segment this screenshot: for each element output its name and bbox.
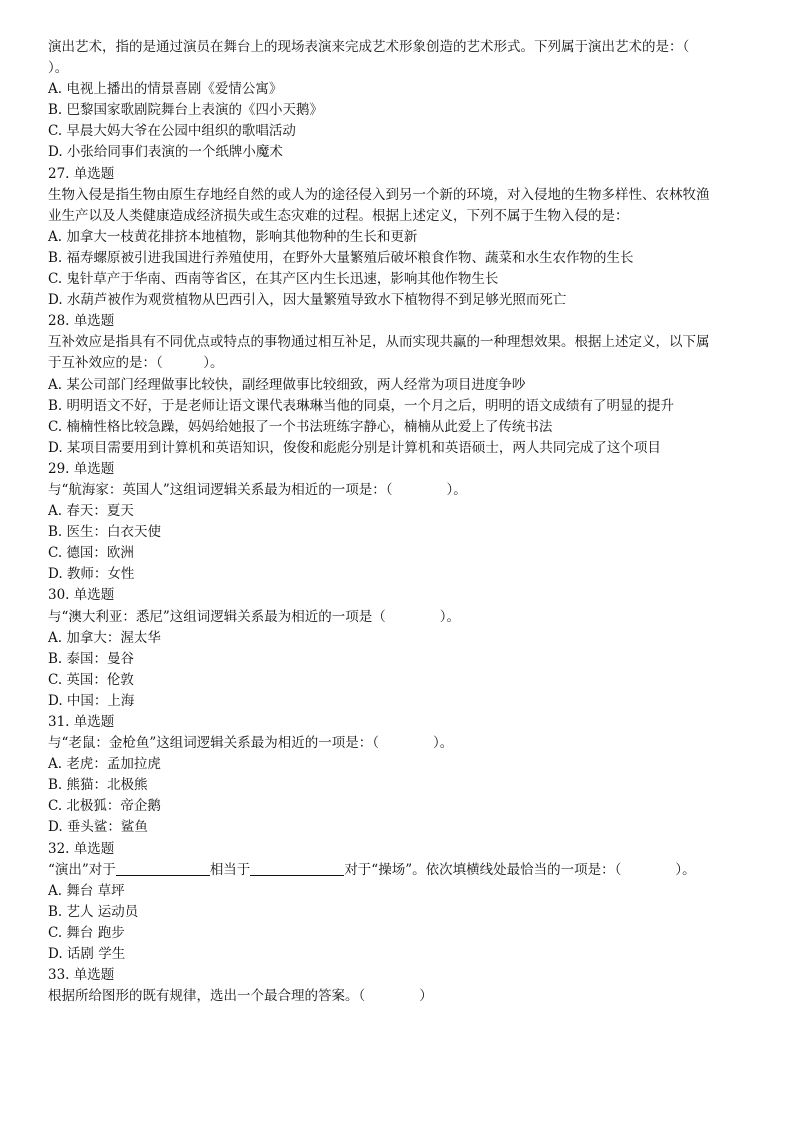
question-header: 28. 单选题 xyxy=(48,313,115,330)
question-stem: 与“老鼠：金枪鱼”这组词逻辑关系最为相近的一项是：（ ）。 xyxy=(48,735,454,752)
option-b: B. 熊猫：北极熊 xyxy=(48,777,148,794)
option-c: C. 楠楠性格比较急躁，妈妈给她报了一个书法班练字静心，楠楠从此爱上了传统书法 xyxy=(48,418,553,435)
question-stem: 演出艺术，指的是通过演员在舞台上的现场表演来完成艺术形象创造的艺术形式。下列属于演出艺术的是：（ xyxy=(48,39,690,55)
option-d: D. 水葫芦被作为观赏植物从巴西引入，因大量繁殖导致水下植物得不到足够光照而死亡 xyxy=(48,292,567,309)
question-30 xyxy=(48,585,752,712)
fill-blank-2 xyxy=(250,861,344,876)
option-b: B. 医生：白衣天使 xyxy=(48,524,162,541)
question-header: 27. 单选题 xyxy=(48,165,115,182)
option-b: B. 泰国：曼谷 xyxy=(48,650,135,667)
question-27 xyxy=(48,164,752,312)
question-stem: 与“澳大利亚：悉尼”这组词逻辑关系最为相近的一项是（ ）。 xyxy=(48,608,461,625)
question-header: 31. 单选题 xyxy=(48,714,115,730)
question-stem-cont: ）。 xyxy=(48,60,69,77)
option-c: C. 德国：欧洲 xyxy=(48,545,134,562)
option-d: D. 小张给同事们表演的一个纸牌小魔术 xyxy=(48,144,283,161)
option-a: A. 老虎：孟加拉虎 xyxy=(48,756,161,773)
option-c: C. 北极狐：帝企鹅 xyxy=(48,798,161,815)
question-stem-cont: 业生产以及人类健康造成经济损失或生态灾难的过程。根据上述定义，下列不属于生物入侵的是： xyxy=(48,207,629,224)
question-31 xyxy=(48,712,752,839)
question-stem-cont: 于互补效应的是：（ ）。 xyxy=(48,355,224,372)
option-a: A. 电视上播出的情景喜剧《爱情公寓》 xyxy=(48,81,283,98)
option-c: C. 舞台 跑步 xyxy=(48,924,125,941)
option-a: A. 加拿大一枝黄花排挤本地植物，影响其他物种的生长和更新 xyxy=(48,228,418,245)
option-c: C. 早晨大妈大爷在公园中组织的歌唱活动 xyxy=(48,123,296,140)
option-a: A. 春天：夏天 xyxy=(48,503,134,520)
option-d: D. 某项目需要用到计算机和英语知识，俊俊和彪彪分别是计算机和英语硕士，两人共同完成了这个项目 xyxy=(48,439,661,456)
option-b: B. 艺人 运动员 xyxy=(48,903,139,920)
option-d: D. 教师：女性 xyxy=(48,566,135,583)
option-a: A. 某公司部门经理做事比较快，副经理做事比较细致，两人经常为项目进度争吵 xyxy=(48,376,526,393)
question-header: 29. 单选题 xyxy=(48,460,115,477)
stem-part-1: “演出”对于 xyxy=(48,861,116,878)
question-stem: 与“航海家：英国人”这组词逻辑关系最为相近的一项是：（ ）。 xyxy=(48,481,467,498)
option-b: B. 巴黎国家歌剧院舞台上表演的《四小天鹅》 xyxy=(48,102,324,119)
option-c: C. 英国：伦敦 xyxy=(48,671,134,688)
option-b: B. 福寿螺原被引进我国进行养殖使用，在野外大量繁殖后破坏粮食作物、蔬菜和水生农作物的生长 xyxy=(48,249,634,266)
option-a: A. 舞台 草坪 xyxy=(48,882,125,899)
question-stem: 互补效应是指具有不同优点或特点的事物通过相互补足，从而实现共赢的一种理想效果。根据上述定义，以下属 xyxy=(48,334,710,351)
question-29 xyxy=(48,459,752,586)
question-stem xyxy=(48,860,752,881)
question-33 xyxy=(48,965,752,1007)
question-32 xyxy=(48,839,752,966)
stem-part-2: 相当于 xyxy=(209,861,251,878)
question-header: 32. 单选题 xyxy=(48,840,115,857)
question-header: 33. 单选题 xyxy=(48,967,115,984)
option-d: D. 中国：上海 xyxy=(48,692,135,709)
fill-blank-1 xyxy=(116,861,210,876)
question-header: 30. 单选题 xyxy=(48,587,115,604)
option-a: A. 加拿大：渥太华 xyxy=(48,629,161,646)
question-26 xyxy=(48,37,752,164)
question-stem: 生物入侵是指生物由原生存地经自然的或人为的途径侵入到另一个新的环境，对入侵地的生物多样性、农林牧渔 xyxy=(48,186,710,203)
option-d: D. 垂头鲨：鲨鱼 xyxy=(48,819,148,836)
option-c: C. 鬼针草产于华南、西南等省区，在其产区内生长迅速，影响其他作物生长 xyxy=(48,271,499,288)
stem-part-3: 对于“操场”。依次填横线处最恰当的一项是：（ ）。 xyxy=(344,861,696,878)
option-b: B. 明明语文不好，于是老师让语文课代表琳琳当他的同桌，一个月之后，明明的语文成绩有了明显的提升 xyxy=(48,397,675,414)
question-28 xyxy=(48,311,752,459)
option-d: D. 话剧 学生 xyxy=(48,946,126,963)
question-stem: 根据所给图形的既有规律，选出一个最合理的答案。（ ） xyxy=(48,988,433,1005)
